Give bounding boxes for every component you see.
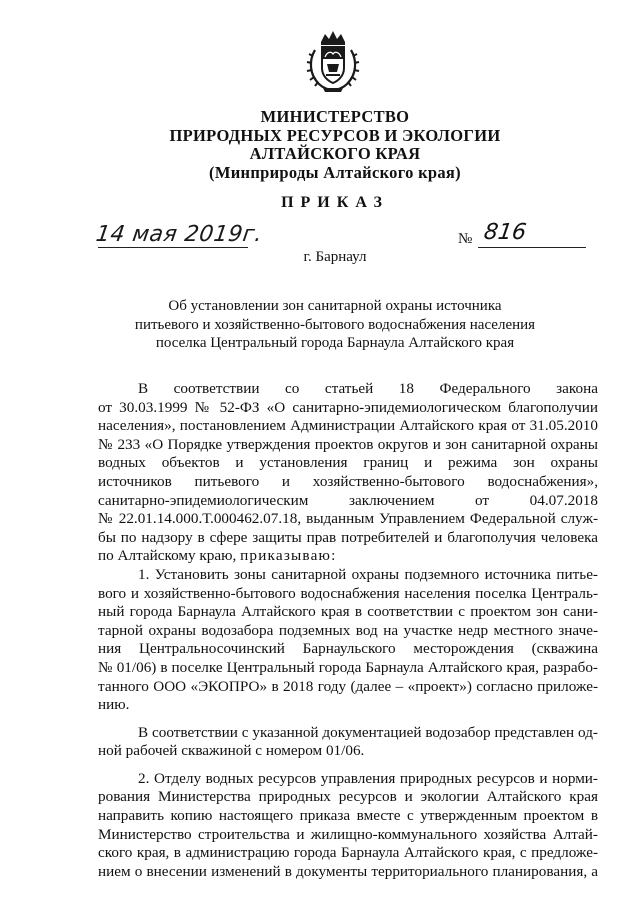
order-word: приказываю:: [240, 547, 337, 565]
ministry-line-3: АЛТАЙСКОГО КРАЯ: [249, 144, 421, 163]
ministry-heading: [0, 108, 640, 182]
body-line: населения», постановлением Администрации Алтайского края от 31.05.2010: [98, 417, 598, 435]
order-title: ПРИКАЗ: [281, 194, 389, 211]
order-body: [98, 380, 598, 881]
subject-line: поселка Центральный города Барнаула Алтайского края: [155, 335, 515, 351]
body-line: бы по надзору в сфере защиты прав потребителей и благополучия человека: [98, 528, 598, 546]
order-date-handwritten: 14 мая 2019г.: [94, 222, 265, 247]
subject-line: Об установлении зон санитарной охраны источника: [168, 298, 502, 314]
item1-line: 1. Установить зоны санитарной охраны подземного источника питье-: [138, 565, 598, 583]
body-line: № 22.01.14.000.Т.000462.07.18, выданным Управлением Федеральной служ-: [98, 510, 598, 528]
ministry-line-1: МИНИСТЕРСТВО: [260, 107, 410, 126]
ministry-short-name: (Минприроды Алтайского края): [209, 162, 461, 182]
body-line: № 233 «О Порядке утверждения проектов округов и зон санитарной охраны: [98, 435, 598, 453]
item2-line: направить копию настоящего приказа вместе с утвержденным проектом в: [98, 807, 598, 825]
order-number-mark: №: [458, 231, 473, 247]
item1-line: танного ООО «ЭКОПРО» в 2018 году (далее – «проект») согласно приложе-: [98, 677, 598, 695]
subject-line: питьевого и хозяйственно-бытового водоснабжения населения: [134, 316, 536, 333]
item2-line: Министерство строительства и жилищно-коммунального хозяйства Алтай-: [98, 825, 598, 843]
city-name: г. Барнаул: [303, 249, 367, 265]
body-line: [98, 547, 598, 566]
preamble-last-text: по Алтайскому краю,: [98, 547, 237, 565]
item2-line: нием о внесении изменений в документы территориального планирования, а: [98, 862, 598, 880]
item1-line: вого и хозяйственно-бытового водоснабжения населения поселка Централь-: [98, 584, 598, 602]
altai-krai-coat-of-arms-icon: [305, 28, 361, 94]
body-line: источников питьевого и хозяйственно-бытового водоснабжения»,: [98, 472, 598, 490]
order-number-handwritten: 816: [482, 220, 528, 245]
body-line: водных объектов и установления границ и режима зон охраны: [98, 454, 598, 472]
item1-line: ный города Барнаула Алтайского края в соответствии с проектом зон сани-: [98, 603, 598, 621]
item1-note-line: ной рабочей скважиной с номером 01/06.: [98, 742, 365, 760]
body-line: от 30.03.1999 № 52-ФЗ «О санитарно-эпидемиологическом благополучии: [98, 398, 598, 416]
paragraph-gap: [98, 715, 598, 724]
item2-line: 2. Отделу водных ресурсов управления природных ресурсов и норми-: [138, 769, 598, 787]
item1-line: № 01/06) в поселке Центральный города Барнаула Алтайского края, разрабо-: [98, 658, 598, 676]
item1-line: ния Центральносочинский Барнаульского месторождения (скважина: [98, 640, 598, 658]
body-line: санитарно-эпидемиологическим заключением от 04.07.2018: [98, 491, 598, 509]
item1-line: тарной охраны водозабора подземных вод на участке недр местного значе-: [98, 621, 598, 639]
order-subject: [0, 297, 640, 353]
ministry-line-2: ПРИРОДНЫХ РЕСУРСОВ И ЭКОЛОГИИ: [169, 125, 501, 145]
item2-line: ского края, в администрацию города Барнаула Алтайского края, с предложе-: [98, 844, 598, 862]
item1-line: нию.: [98, 696, 130, 714]
paragraph-gap: [98, 761, 598, 770]
body-line: В соответствии со статьей 18 Федерального закона: [138, 380, 598, 397]
item2-line: рования Министерства природных ресурсов и экологии Алтайского края: [98, 788, 598, 806]
number-underline: [478, 247, 586, 248]
item1-note-line: В соответствии с указанной документацией водозабор представлен од-: [138, 723, 598, 741]
date-underline: [98, 247, 248, 248]
